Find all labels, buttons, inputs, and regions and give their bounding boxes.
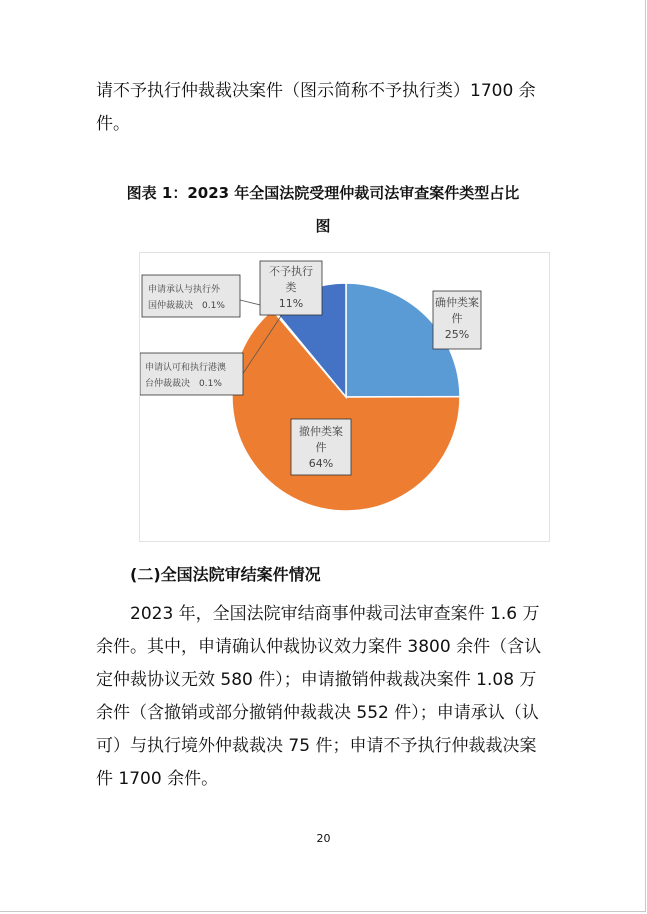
label-waiguo-line1: 申请承认与执行外 <box>148 285 221 295</box>
label-gangao-line1: 申请认可和执行港澳 <box>145 363 227 373</box>
label-chexiao-line2: 件 <box>315 441 327 454</box>
label-queren-line2: 件 <box>451 312 463 325</box>
section-heading: (二)全国法院审结案件情况 <box>130 565 321 584</box>
label-chexiao-value: 64% <box>308 457 334 470</box>
label-buyu-value: 11% <box>278 297 304 310</box>
label-gangao-line2: 台仲裁裁决 0.1% <box>145 379 222 389</box>
intro-paragraph: 请不予执行仲裁裁决案件（图示简称不予执行类）1700 余件。 <box>96 81 536 134</box>
label-queren-value: 25% <box>444 328 470 341</box>
figure-caption-line-2: 图 <box>315 217 331 235</box>
label-waiguo-line2: 国仲裁裁决 0.1% <box>148 301 225 311</box>
figure-caption-line-1: 图表 1：2023 年全国法院受理仲裁司法审查案件类型占比 <box>126 184 520 202</box>
label-queren-line1: 确仲类案 <box>435 296 479 309</box>
figure-caption <box>90 180 556 240</box>
label-buyu-line2: 类 <box>285 281 297 294</box>
page-number: 20 <box>316 832 331 845</box>
body-paragraph: 2023 年，全国法院审结商事仲裁司法审查案件 1.6 万余件。其中，申请确认仲裁协议效力案件 3800 余件（含认定仲裁协议无效 580 件）；申请撤销仲裁裁决案件 1.08 万余件（含撤销或部分撤销仲裁裁决 552 件）；申请承认（认可）与执行境外仲裁裁决 75 件；申请不予执行仲裁裁决案件 1700 余件。 <box>96 604 542 789</box>
label-buyu-line1: 不予执行 <box>269 265 313 278</box>
label-chexiao-line1: 撤仲类案 <box>299 425 343 438</box>
pie-chart <box>140 253 551 543</box>
pie-chart-frame <box>139 252 550 542</box>
